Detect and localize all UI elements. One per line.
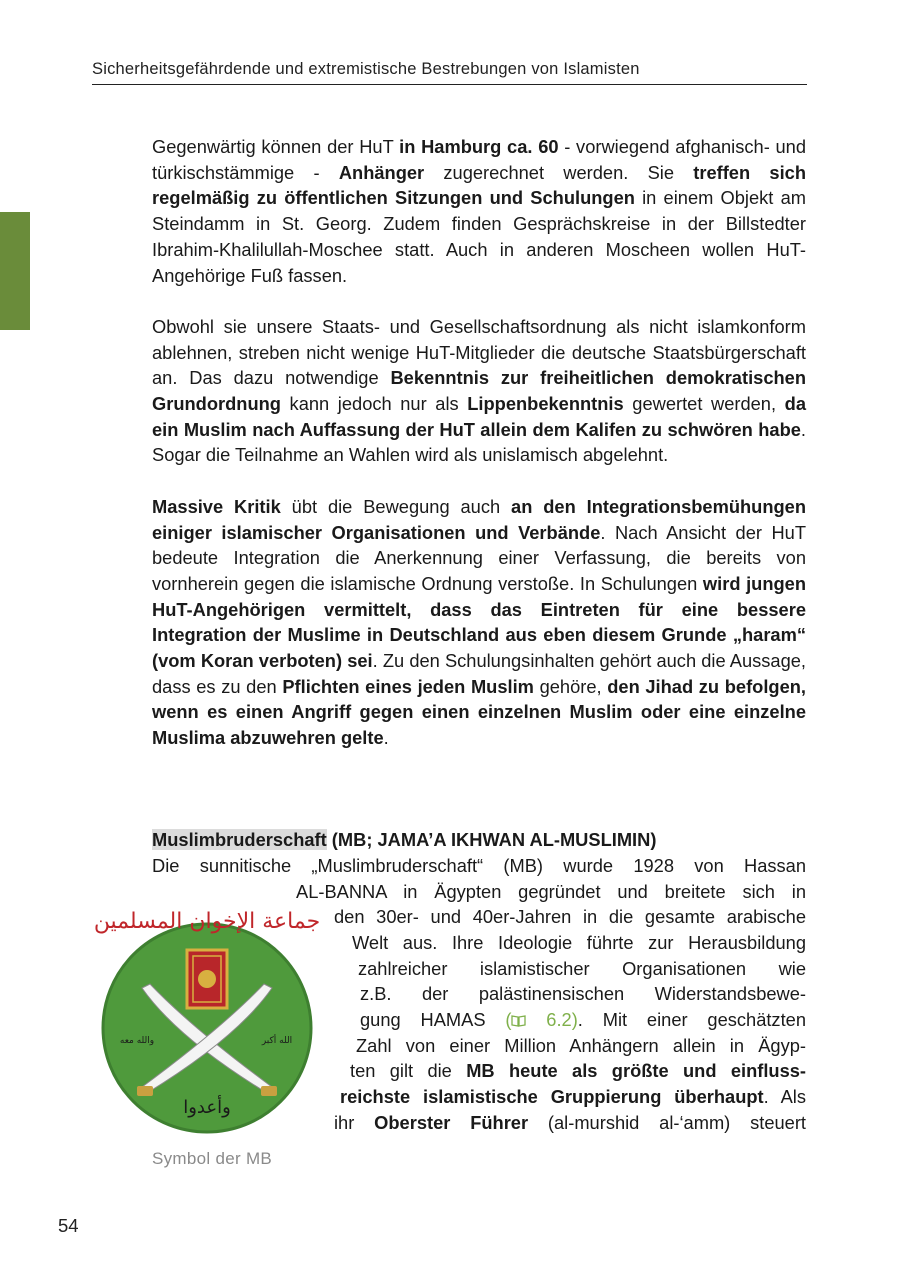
mb-line-6: z.B. der palästinensischen Widerstandsbewe- <box>360 983 806 1004</box>
arabic-left-text: والله معه <box>119 1036 155 1046</box>
mb-line-5: zahlreicher islamistischer Organisationen wie <box>358 958 806 979</box>
mb-line-4: Welt aus. Ihre Ideologie führte zur Herausbildung <box>352 932 806 953</box>
mb-line-2: AL-BANNA in Ägypten gegründet und breitete sich in <box>296 881 806 902</box>
mb-line-7 <box>360 1007 806 1033</box>
bold-run: reichste islamistische Gruppierung überhaupt <box>340 1086 764 1107</box>
chapter-tab-marker <box>0 212 30 330</box>
text-run: ihr <box>334 1112 375 1133</box>
running-header: Sicherheitsgefährdende und extremistische Bestrebungen von Islamisten <box>92 60 640 78</box>
text-run: übt die Bewegung auch <box>280 495 512 517</box>
book-icon <box>511 1014 526 1027</box>
body-text <box>152 134 806 751</box>
paragraph-citizenship <box>152 314 806 468</box>
bold-run: Massive Kritik <box>152 495 281 517</box>
text-run: . Mit einer geschätzten <box>577 1009 806 1030</box>
bold-run: MB heute als größte und einfluss- <box>466 1060 806 1081</box>
bold-run: da ein Muslim nach Auffassung der HuT allein dem Kalifen zu schwören habe <box>152 393 806 440</box>
text-run: in einem Objekt am Steindamm in St. Georg. Zudem finden Gesprächskreise in der Billstedter Ibrahim-Khalilullah-Moschee statt. Auch in anderen Moscheen wollen HuT-Angehörige Fuß fassen. <box>152 187 806 286</box>
mb-line-10 <box>340 1084 806 1110</box>
mb-line-3: den 30er- und 40er-Jahren in die gesamte arabische <box>334 906 806 927</box>
bold-run: treffen sich regelmäßig zu öffentlichen Sitzungen und Schulungen <box>152 161 806 209</box>
paragraph-hamburg <box>152 134 806 288</box>
bold-run: Oberster Führer <box>374 1112 529 1133</box>
text-run: gehöre, <box>533 675 608 697</box>
header-rule <box>92 84 807 85</box>
bold-run: Anhänger <box>338 161 425 183</box>
bold-run: Pflichten eines jeden Muslim <box>282 675 534 697</box>
text-run: kann jedoch nur als <box>280 393 468 415</box>
bold-run: den Jihad zu befolgen, wenn es einen Angriff gegen einen einzelnen Muslim oder eine einzelne Muslima abzuwehren gelte <box>152 675 806 749</box>
highlighted-term: Muslimbruderschaft <box>152 829 327 850</box>
heading-rest: (MB; JAMA’A IKHWAN AL-MUSLIMIN) <box>326 829 657 850</box>
text-run: zugerechnet werden. Sie <box>424 161 694 183</box>
text-run: (al-murshid al-‘amm) steuert <box>528 1112 806 1133</box>
paragraph-integration-critique <box>152 494 806 751</box>
bold-run: in Hamburg ca. 60 <box>399 136 559 157</box>
arabic-right-text: الله أكبر <box>261 1036 293 1046</box>
bold-run: an den Integrationsbemühungen einiger islamischer Organisationen und Verbände <box>152 495 807 543</box>
text-run: . Als <box>763 1086 806 1107</box>
mb-line-9 <box>350 1058 806 1084</box>
bold-run: wird jungen HuT-Angehörigen vermittelt, dass das Eintreten für eine bessere Integration der Muslime in Deutschland aus eben diesem Grunde „haram“ (vom Koran verboten) sei <box>152 572 807 672</box>
text-run: . Sogar die Teilnahme an Wahlen wird als unislamisch abgelehnt. <box>152 418 806 466</box>
arabic-motto-text: وأعدوا <box>183 1097 231 1118</box>
book-medallion-icon <box>198 970 216 988</box>
text-run: - vorwiegend afghanisch- und türkischstämmige - <box>152 136 806 183</box>
page-number: 54 <box>58 1215 79 1236</box>
text-run: Gegenwärtig können der HuT <box>152 136 400 157</box>
text-run: Obwohl sie unsere Staats- und Gesellschaftsordnung als nicht islamkonform ablehnen, streben nicht wenige HuT-Mitglieder die deutsche Staatsbürgerschaft an. Das dazu notwendige <box>152 315 806 389</box>
mb-line-8: Zahl von einer Million Anhängern allein in Ägyp- <box>356 1035 806 1056</box>
text-run: gung HAMAS <box>360 1009 506 1030</box>
text-run: ten gilt die <box>350 1060 467 1081</box>
text-run: gewertet werden, <box>623 393 785 415</box>
text-run: . <box>383 727 389 749</box>
sword-hilt-icon <box>261 1086 277 1096</box>
bold-run: Lippenbekenntnis <box>467 393 624 415</box>
sword-hilt-icon <box>137 1086 153 1096</box>
cross-reference-link[interactable] <box>505 1009 577 1030</box>
section-heading-muslimbruderschaft <box>152 827 806 853</box>
mb-line-1: Die sunnitische „Muslimbruderschaft“ (MB) wurde 1928 von Hassan <box>152 855 806 876</box>
text-run: . Zu den Schulungsinhalten gehört auch die Aussage, dass es zu den <box>152 650 807 697</box>
muslim-brotherhood-emblem-image <box>82 888 332 1143</box>
bold-run: Bekenntnis zur freiheitlichen demokratischen Grundordnung <box>152 367 806 415</box>
text-run: . Nach Ansicht der HuT bedeute Integration die Anerkennung einer Verfassung, die bereits von vornherein gegen die islamische Ordnung verstoße. In Schulungen <box>152 521 806 594</box>
ref-number: 6.2) <box>526 1009 578 1030</box>
ref-paren: ( <box>505 1009 512 1030</box>
mb-line-11 <box>334 1110 806 1136</box>
figure-caption: Symbol der MB <box>151 1149 273 1168</box>
arabic-title-text: جماعة الإخوان المسلمين <box>93 909 321 934</box>
